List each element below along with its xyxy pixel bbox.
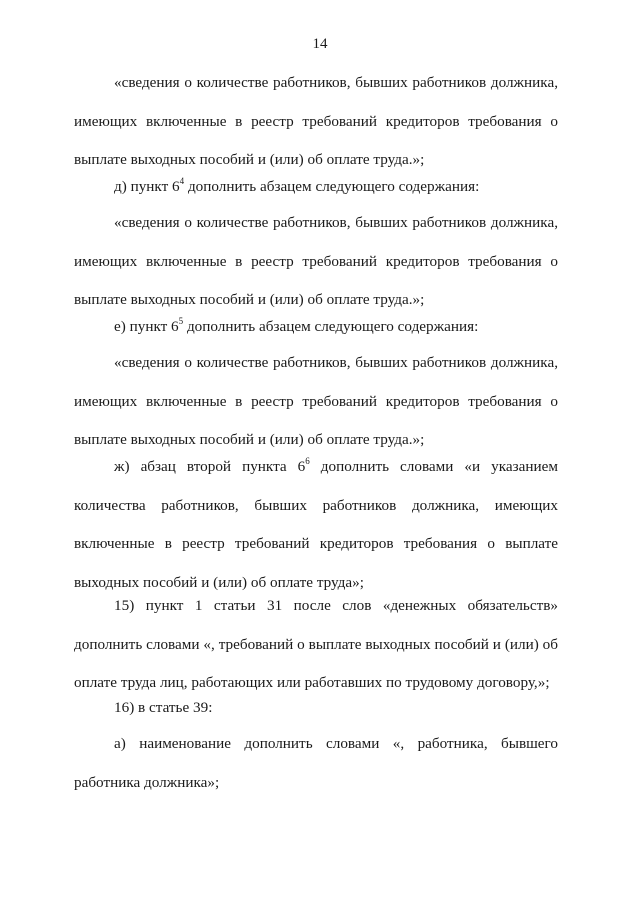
paragraph-quote-2: «сведения о количестве работников, бывших работников должника, имеющих включенные в реестр требований кредиторов требования о выплате выходных пособий и (или) об оплате труда.»; <box>74 214 558 308</box>
item-e-text-rest: дополнить абзацем следующего содержания: <box>183 318 479 335</box>
item-e-text: е) пункт 6 <box>114 318 179 335</box>
paragraph-item-a: а) наименование дополнить словами «, работника, бывшего работника должника»; <box>74 735 558 791</box>
item-d-superscript: 4 <box>179 176 185 186</box>
item-d-text-rest: дополнить абзацем следующего содержания: <box>184 178 480 195</box>
item-zh-superscript: 6 <box>305 456 310 466</box>
paragraph-item-e <box>74 308 558 347</box>
item-zh-text: ж) абзац второй пункта 6 <box>114 458 306 475</box>
page-number: 14 <box>312 36 328 52</box>
paragraph-item-16: 16) в статье 39: <box>114 699 213 716</box>
paragraph-item-d <box>74 168 558 207</box>
paragraph-item-15: 15) пункт 1 статьи 31 после слов «денежных обязательств» дополнить словами «, требований о выплате выходных пособий и (или) об оплате труда лиц, работающих или работавших по трудовому договору,»; <box>74 597 558 691</box>
item-d-text: д) пункт 6 <box>114 178 180 195</box>
paragraph-quote-3: «сведения о количестве работников, бывших работников должника, имеющих включенные в реестр требований кредиторов требования о выплате выходных пособий и (или) об оплате труда.»; <box>74 354 558 448</box>
paragraph-item-zh <box>74 448 558 602</box>
item-zh-text-rest: дополнить словами «и указанием количества работников, бывших работников должника, имеющих включенные в реестр требований кредиторов требования о выплате выходных пособий и (или) об оплате труда»; <box>74 458 558 591</box>
item-e-superscript: 5 <box>178 316 184 326</box>
paragraph-quote-1: «сведения о количестве работников, бывших работников должника, имеющих включенные в реестр требований кредиторов требования о выплате выходных пособий и (или) об оплате труда.»; <box>74 74 558 168</box>
